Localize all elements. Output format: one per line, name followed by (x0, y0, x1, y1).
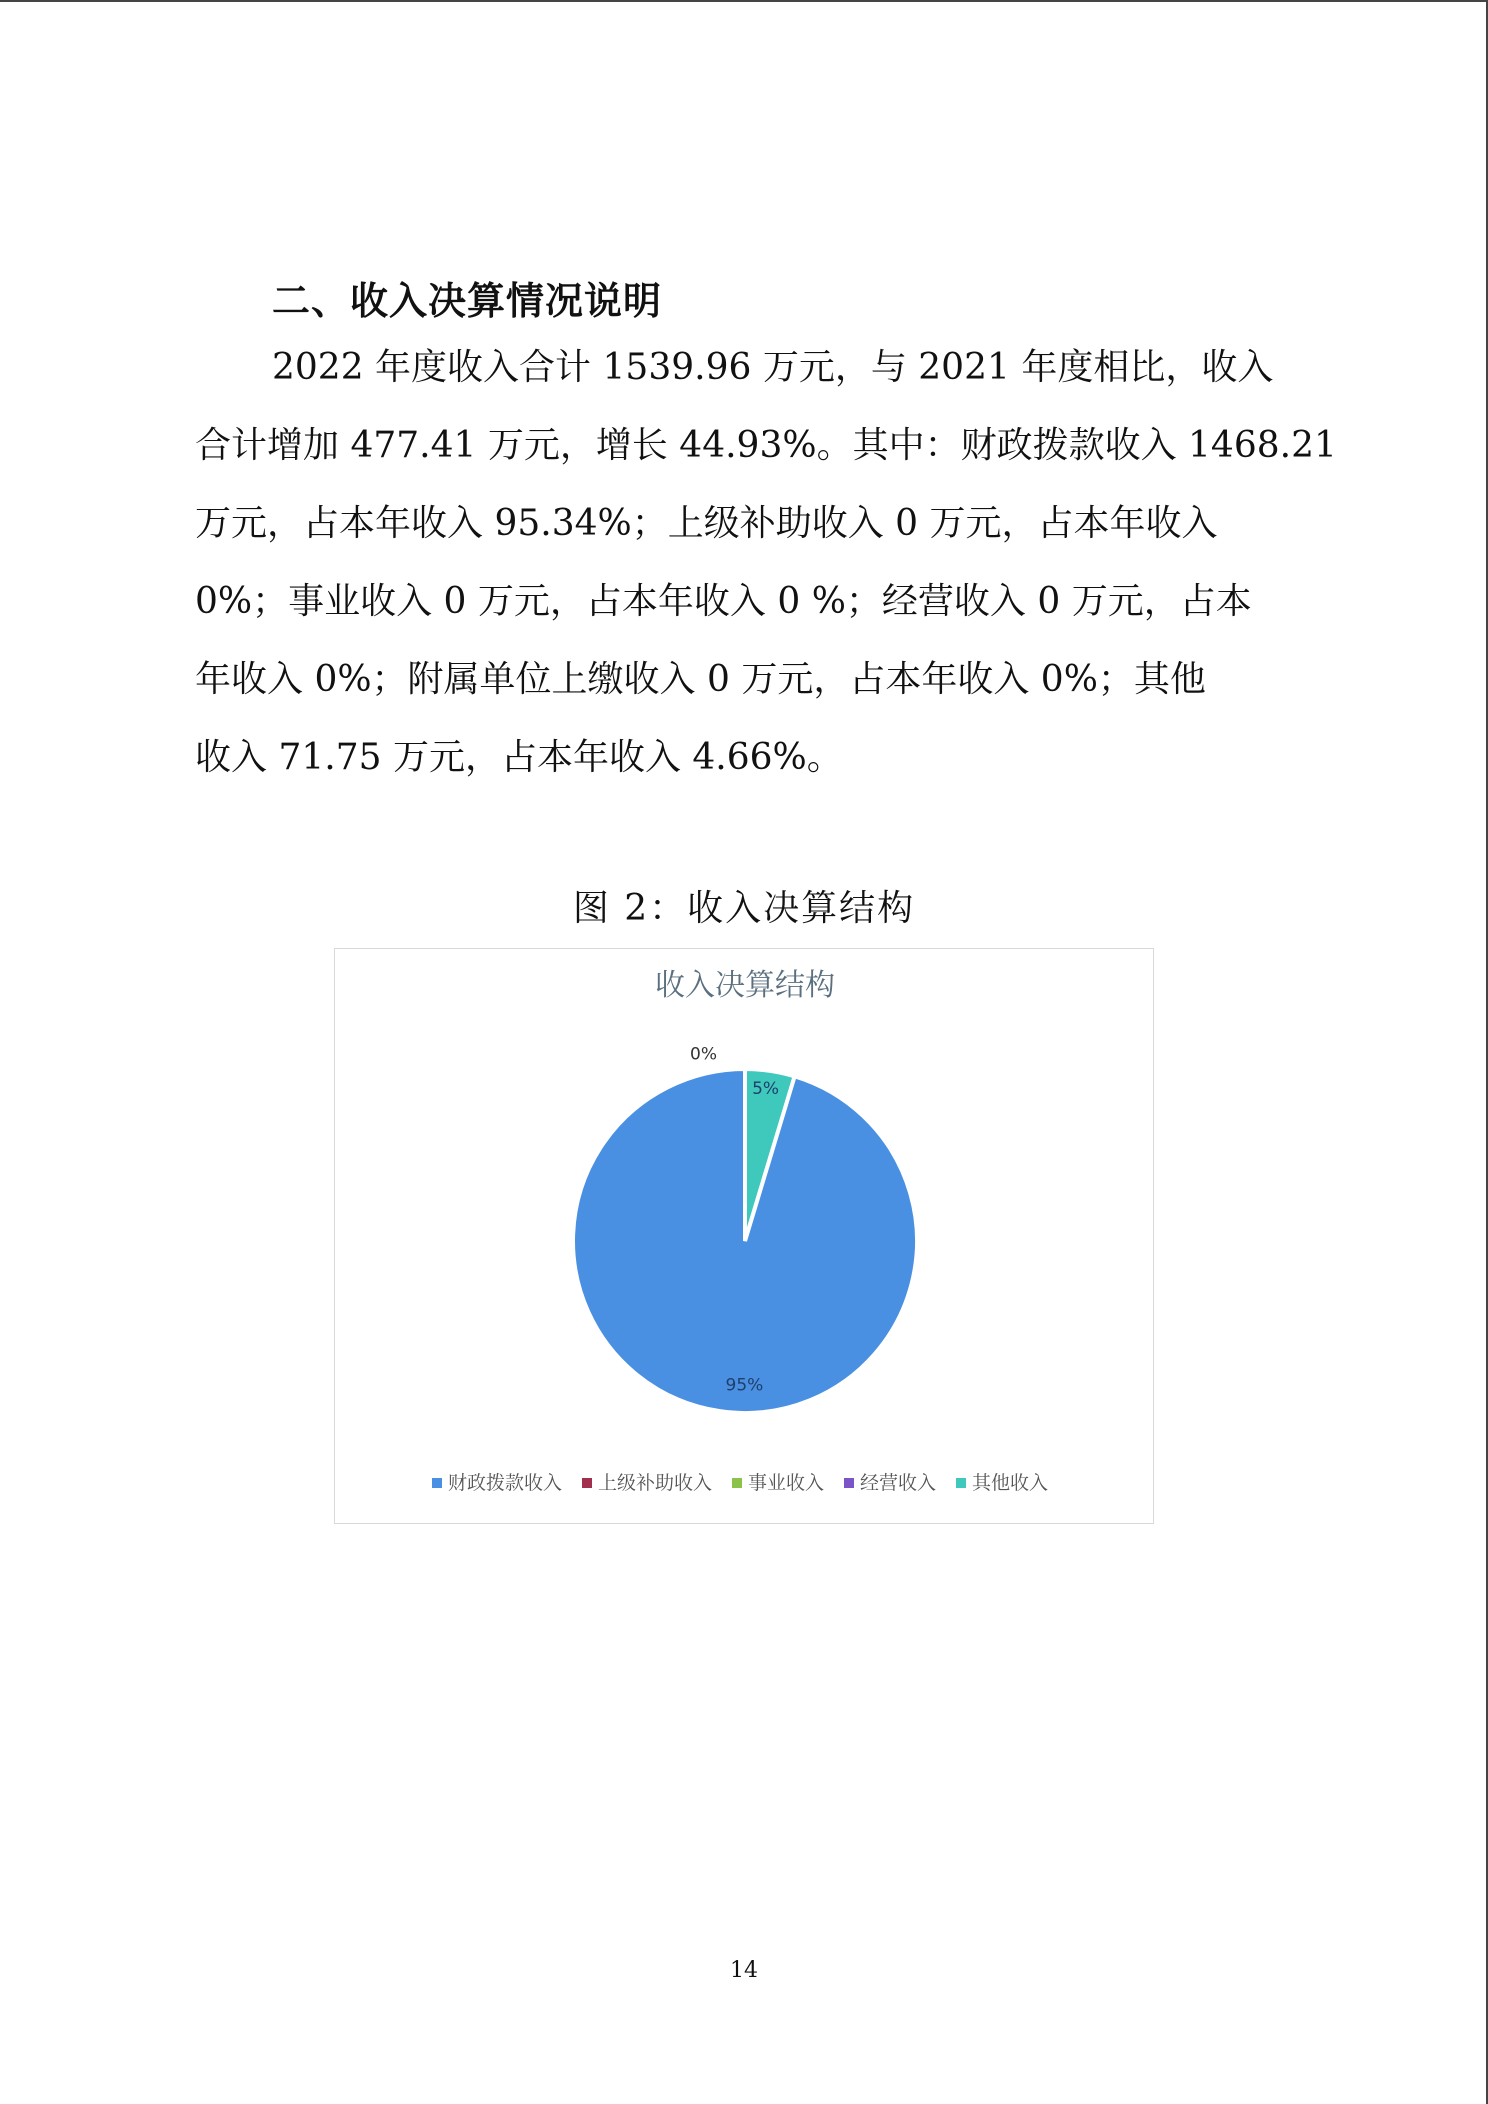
legend-label: 财政拨款收入 (448, 1472, 563, 1494)
chart-legend (432, 1472, 1048, 1494)
pie-slices (573, 1069, 917, 1413)
legend-swatch (582, 1478, 592, 1488)
legend-swatch (844, 1478, 854, 1488)
legend-label: 事业收入 (748, 1472, 825, 1494)
figure-caption: 图 2：收入决算结构 (572, 888, 916, 929)
chart-title: 收入决算结构 (655, 968, 835, 1003)
paragraph-line: 合计增加 477.41 万元，增长 44.93%。其中：财政拨款收入 1468.21 (195, 425, 1337, 466)
paragraph-line: 年收入 0%；附属单位上缴收入 0 万元，占本年收入 0%；其他 (195, 659, 1206, 700)
pie-chart (335, 949, 1155, 1525)
pie-chart-container (334, 948, 1154, 1524)
page-number: 14 (730, 1958, 758, 1983)
body-paragraph (195, 346, 1337, 780)
paragraph-line: 0%；事业收入 0 万元，占本年收入 0 %；经营收入 0 万元，占本 (195, 581, 1252, 622)
legend-label: 经营收入 (860, 1472, 937, 1494)
data-label-1: 95% (725, 1375, 764, 1396)
section-heading: 二、收入决算情况说明 (272, 279, 663, 323)
data-label-5: 5% (752, 1078, 780, 1099)
legend-swatch (956, 1478, 966, 1488)
paragraph-line: 万元，占本年收入 95.34%；上级补助收入 0 万元，占本年收入 (195, 503, 1218, 544)
pie-slice-1 (573, 1069, 917, 1413)
legend-swatch (732, 1478, 742, 1488)
legend-label: 其他收入 (972, 1472, 1049, 1494)
paragraph-line: 收入 71.75 万元，占本年收入 4.66%。 (195, 737, 843, 778)
paragraph-line: 2022 年度收入合计 1539.96 万元，与 2021 年度相比，收入 (272, 347, 1274, 388)
legend-label: 上级补助收入 (598, 1472, 713, 1494)
data-label-2: 0% (690, 1044, 718, 1065)
legend-swatch (432, 1478, 442, 1488)
